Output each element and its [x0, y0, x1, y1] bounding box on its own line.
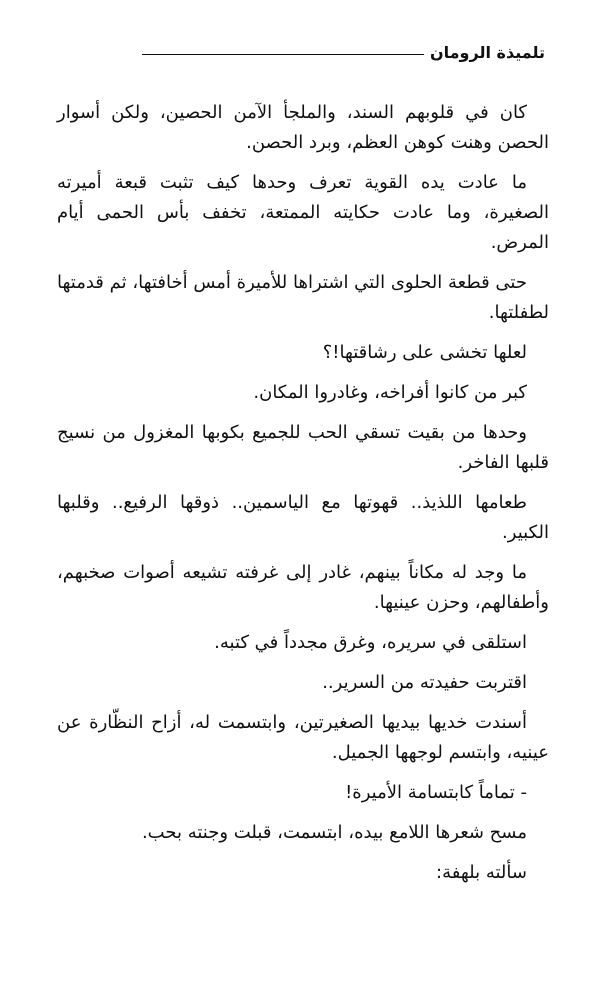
- paragraph: وحدها من بقيت تسقي الحب للجميع بكوبها المغزول من نسيج قلبها الفاخر.: [57, 422, 549, 473]
- header-rule: [142, 54, 424, 55]
- paragraph: اقتربت حفيدته من السرير..: [322, 672, 527, 693]
- paragraph: أسندت خديها بيديها الصغيرتين، وابتسمت له، أزاح النظّارة عن عينيه، وابتسم لوجهها الجميل.: [57, 712, 549, 763]
- paragraph: استلقى في سريره، وغرق مجدداً في كتبه.: [214, 632, 527, 653]
- paragraph: كبر من كانوا أفراخه، وغادروا المكان.: [253, 382, 527, 403]
- paragraph: كان في قلوبهم السند، والملجأ الآمن الحصين، ولكن أسوار الحصن وهنت كوهن العظم، وبرد الحصن.: [57, 102, 549, 153]
- paragraph: ما عادت يده القوية تعرف وحدها كيف تثبت قبعة أميرته الصغيرة، وما عادت حكايته الممتعة، تخفف بأس الحمى أيام المرض.: [57, 172, 549, 253]
- paragraph: ما وجد له مكاناً بينهم، غادر إلى غرفته تشيعه أصوات صخبهم، وأطفالهم، وحزن عينيها.: [57, 562, 549, 613]
- paragraph: - تماماً كابتسامة الأميرة!: [345, 782, 527, 803]
- paragraph: سألته بلهفة:: [436, 862, 527, 883]
- paragraph: حتى قطعة الحلوى التي اشتراها للأميرة أمس أخافتها، ثم قدمتها لطفلتها.: [57, 272, 549, 323]
- paragraph: مسح شعرها اللامع بيده، ابتسمت، قبلت وجنته بحب.: [141, 822, 527, 843]
- page-title: تلميذة الرومان: [429, 43, 545, 62]
- paragraph: لعلها تخشى على رشاقتها!؟: [322, 342, 527, 363]
- running-header: [142, 39, 545, 67]
- body-text: [57, 98, 549, 898]
- paragraph: طعامها اللذيذ.. قهوتها مع الياسمين.. ذوقها الرفيع.. وقلبها الكبير.: [57, 492, 549, 543]
